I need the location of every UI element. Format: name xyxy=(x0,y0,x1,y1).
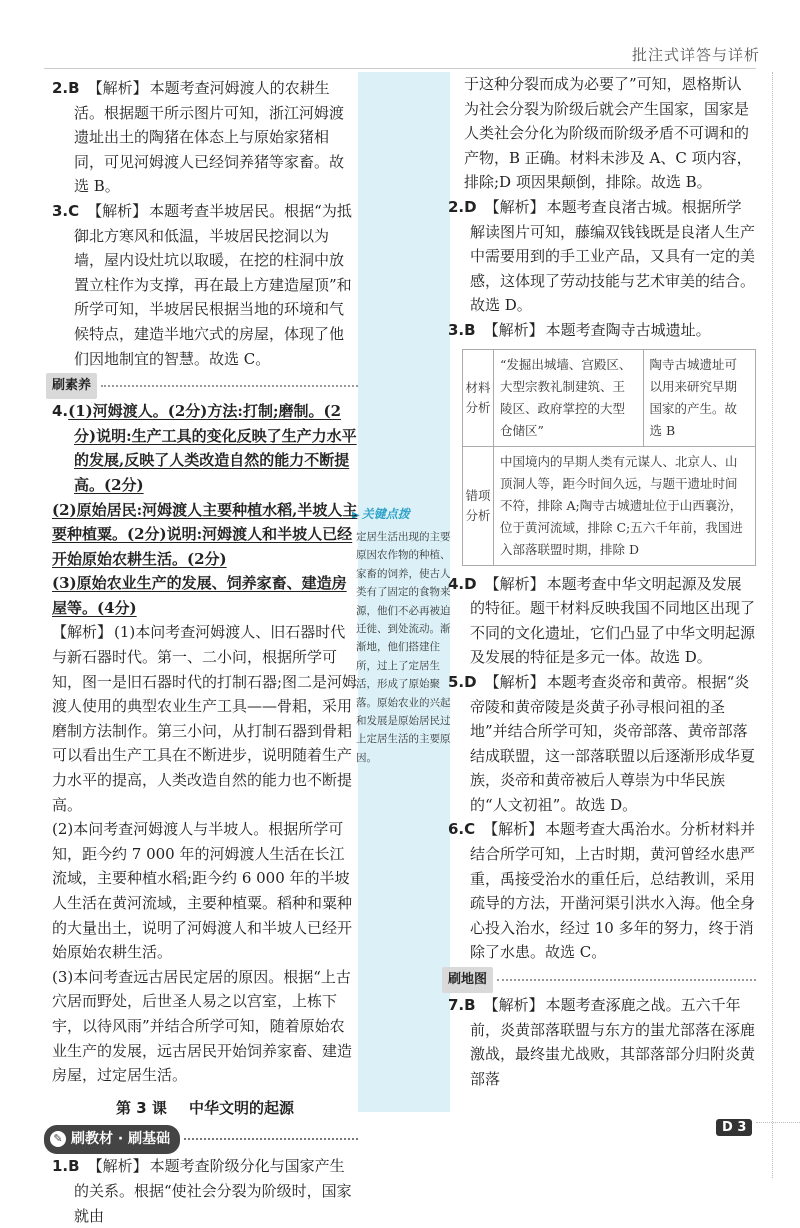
table-wrong-analysis: 中国境内的早期人类有元谋人、北京人、山顶洞人等，距今时间久远，与题干遗址时间不符，排除 A;陶寺古城遗址位于山西襄汾，位于黄河流域，排除 C;五六千年前，我国进入部落联盟时期，排除 D xyxy=(494,446,756,565)
table-material-quote: “发掘出城墙、宫殿区、大型宗教礼制建筑、王陵区、政府掌控的大型仓储区” xyxy=(494,349,644,446)
answer-right-q2: 2.D 【解析】 本题考查良渚古城。根据所学解读图片可知，藤编双钱钱既是良渚人生产中需要用到的手工业产品，又具有一定的美感，这体现了劳动技能与艺术审美的结合。故选 D。 xyxy=(448,197,756,315)
answer-right-q6: 6.C 【解析】 本题考查大禹治水。分析材料并结合所学可知，上古时期，黄河曾经水患严重，禹接受治水的重任后，总结教训，采用疏导的方法，开凿河渠引洪水入海。他全身心投入治水，经过 10 多年的努力，终于消除了水患。故选 C。 xyxy=(448,820,756,962)
annotation-text: 定居生活出现的主要原因农作物的种植、家畜的饲养，使古人类有了固定的食物来源，他们不必再被迫迁徙、到处流动。渐渐地，他们搭建住所，过上了定居生活，形成了原始聚落。原始农业的兴起和发展是原始居民过上定居生活的主要原因。 xyxy=(356,531,451,764)
answer-left-q2: 2.B 【解析】 本题考查河姆渡人的农耕生活。根据题干所示图片可知，浙江河姆渡遗址出土的陶猪在体态上与原始家猪相同，可见河姆渡人已经饲养猪等家畜。故选 B。 xyxy=(52,79,345,196)
answer-right-q3: 3.B 【解析】 本题考查陶寺古城遗址。 xyxy=(448,320,711,339)
section-bar-map: 刷地图 xyxy=(442,969,756,991)
table-material-conclusion: 陶寺古城遗址可以用来研究早期国家的产生。故选 B xyxy=(643,349,756,446)
left-column xyxy=(52,76,358,1228)
answer-left-q3: 3.C 【解析】 本题考查半坡居民。根据“为抵御北方寒风和低温，半坡居民挖洞以为墙，屋内设灶坑以取暖，在挖的柱洞中放置立柱作为支撑，再在最上方建造屋顶”和所学可知，半坡居民根据当地的环境和气候特点，建造半地穴式的房屋，体现了他们因地制宜的智慧。故选 C。 xyxy=(52,201,352,368)
answer-right-continued: 于这种分裂而成为必要了”可知，恩格斯认为社会分裂为阶级后就会产生国家，国家是人类社会分化为阶级而阶级矛盾不可调和的产物，B 正确。材料未涉及 A、C 项内容，排除;D 项因果颠倒，排除。故选 B。 xyxy=(464,75,752,192)
table-head-material: 材料分析 xyxy=(463,349,494,446)
table-head-wrong: 错项分析 xyxy=(463,446,494,565)
annotation-title: ▶ 关键点拨 xyxy=(352,505,410,522)
explanation-left-q4-3: (3)本问考查远古居民定居的原因。根据“上古穴居而野处，后世圣人易之以宫室，上栋下宇，以待风雨”并结合所学可知，随着原始农业生产的发展，远古居民开始饲养家畜、建造房屋，过定居生活。 xyxy=(52,967,353,1085)
page-header-title: 批注式详答与详析 xyxy=(631,46,760,64)
section-bar-literacy: 刷素养 xyxy=(46,375,358,397)
answer-left-q4: 4.(1)河姆渡人。(2分)方法:打制;磨制。(2分)说明:生产工具的变化反映了生产力水平的发展,反映了人类改造自然的能力不断提高。(2分) xyxy=(52,402,357,494)
right-column xyxy=(448,72,756,1091)
header-divider xyxy=(44,68,756,69)
answer-right-q4: 4.D 【解析】 本题考查中华文明起源及发展的特征。题干材料反映我国不同地区出现了不同的文化遗址，它们凸显了中华文明起源及发展的特征是多元一体。故选 D。 xyxy=(448,574,756,667)
answer-left-q4-part2: (2)原始居民:河姆渡人主要种植水稻,半坡人主要种植粟。(2分)说明:河姆渡人和半坡人已经开始原始农耕生活。(2分) xyxy=(52,500,358,568)
answer-left-q1: 1.B 【解析】 本题考查阶级分化与国家产生的关系。根据“使社会分裂为阶级时，国家就由 xyxy=(52,1157,352,1225)
page-edge-decoration xyxy=(756,72,800,1178)
lesson-title: 第 3 课 中华文明的起源 xyxy=(116,1098,294,1117)
page-number: D 3 xyxy=(716,1119,752,1136)
answer-right-q5: 5.D 【解析】 本题考查炎帝和黄帝。根据“炎帝陵和黄帝陵是炎黄子孙寻根问祖的圣地”并结合所学可知，炎帝部落、黄帝部落结成联盟，这一部落联盟以后逐渐形成华夏族，炎帝和黄帝被后人尊崇为中华民族的“人文初祖”。故选 D。 xyxy=(448,672,756,814)
brush-icon: ✎ xyxy=(50,1131,66,1147)
answer-left-q4-part3: (3)原始农业生产的发展、饲养家畜、建造房屋等。(4分) xyxy=(52,574,347,617)
answer-right-q7: 7.B 【解析】 本题考查涿鹿之战。五六千年前，炎黄部落联盟与东方的蚩尤部落在涿鹿激战，最终蚩尤战败，其部落部分归附炎黄部落 xyxy=(448,996,756,1088)
analysis-table xyxy=(462,349,756,566)
explanation-left-q4-2: (2)本问考查河姆渡人与半坡人。根据所学可知，距今约 7 000 年的河姆渡人生活在长江流域，主要种植水稻;距今约 6 000 年的半坡人生活在黄河流域，主要种植粟。稻种和粟种的大量出土，说明了河姆渡人和半坡人已经开始原始农耕生活。 xyxy=(52,820,353,962)
explanation-left-q4-1: 【解析】 (1)本问考查河姆渡人、旧石器时代与新石器时代。第一、二小问，根据所学可知，图一是旧石器时代的打制石器;图二是河姆渡人使用的典型农业生产工具——骨耜，采用磨制方法制作。第三小问，从打制石器到骨耜可以看出生产工具在不断进步，说明随着生产力水平的提高，人类改造自然的能力也不断提高。 xyxy=(52,623,358,814)
section-banner-textbook: ✎ 刷教材 · 刷基础 xyxy=(44,1126,358,1152)
